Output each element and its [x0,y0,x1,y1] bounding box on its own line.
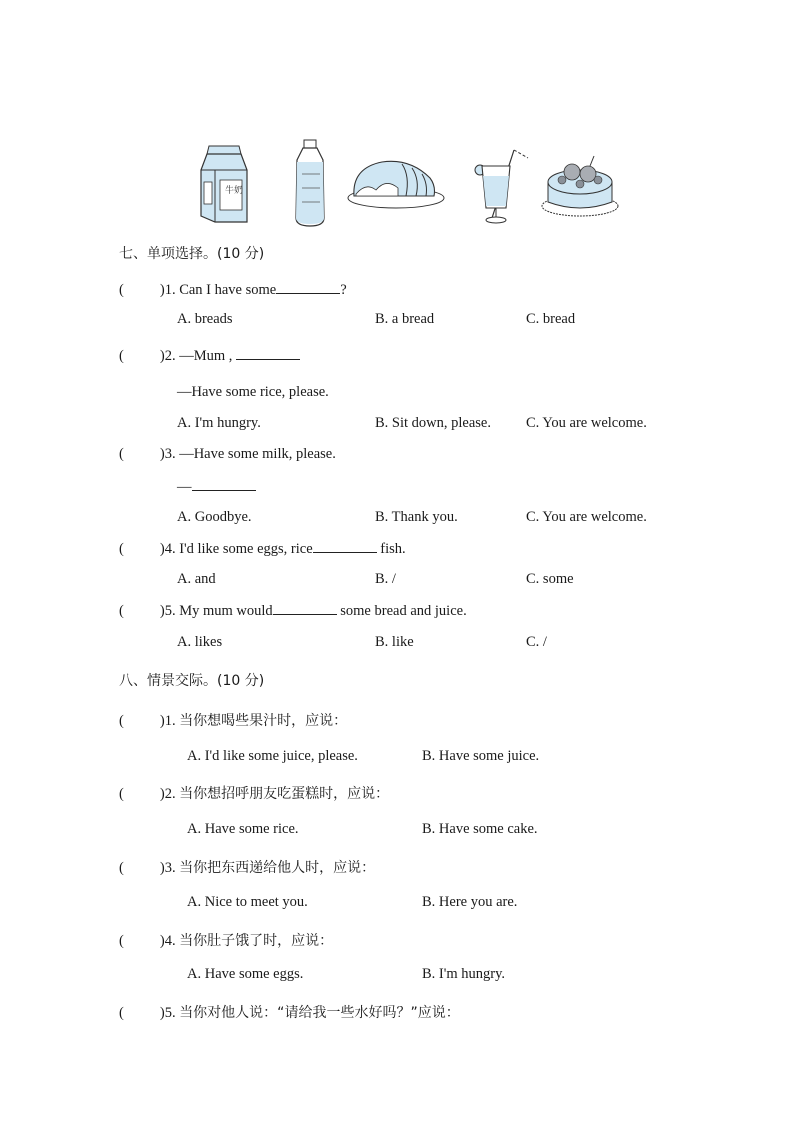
s8-q4-option-a: A. Have some eggs. [187,966,304,982]
svg-text:牛奶: 牛奶 [225,186,244,196]
section8-title: 八、情景交际。(10 分) [119,673,265,689]
s7-q3-option-a: A. Goodbye. [177,509,252,525]
s8-q2: ( )2. 当你想招呼朋友吃蛋糕时，应说： [119,786,390,802]
s7-q3-option-b: B. Thank you. [375,509,458,525]
answer-paren-open: ( [119,282,124,298]
blank-line [313,540,377,553]
s8-q4: ( )4. 当你肚子饿了时，应说： [119,933,334,949]
s7-q2-reply: —Have some rice, please. [177,384,329,400]
s8-q1: ( )1. 当你想喝些果汁时，应说： [119,713,348,729]
s7-q5-option-a: A. likes [177,634,223,650]
s8-q1-option-a: A. I'd like some juice, please. [187,748,358,764]
food-pictures-row [190,138,620,230]
s7-q2-option-a: A. I'm hungry. [177,415,261,431]
s7-q1-option-a: A. breads [177,311,233,327]
s8-q4-option-b: B. I'm hungry. [422,966,506,982]
s7-q3-option-c: C. You are welcome. [526,509,647,525]
s8-q3-option-a: A. Nice to meet you. [187,894,308,910]
s7-q4-option-c: C. some [526,571,574,587]
cake-icon [540,152,620,218]
blank-line [273,602,337,615]
s7-q1-option-b: B. a bread [375,311,435,327]
s7-q1-option-c: C. bread [526,311,576,327]
s8-q3: ( )3. 当你把东西递给他人时，应说： [119,860,376,876]
blank-line [192,478,256,491]
bread-icon [346,156,446,210]
s7-q2: ( )2. —Mum , [119,347,300,365]
s8-q2-option-b: B. Have some cake. [422,821,538,837]
juice-glass-icon [470,148,530,228]
section7-title: 七、单项选择。(10 分) [119,246,265,262]
s8-q5: ( )5. 当你对他人说：“请给我一些水好吗？”应说： [119,1005,460,1021]
s7-q3: ( )3. —Have some milk, please. [119,446,336,462]
s7-q5: ( )5. My mum would some bread and juice. [119,603,467,619]
s7-q5-option-c: C. / [526,634,547,650]
s8-q1-option-b: B. Have some juice. [422,748,540,764]
milk-carton-icon [195,144,253,224]
s7-q3-reply: — [177,478,256,496]
water-bottle-icon [290,138,330,228]
s7-q4-option-a: A. and [177,571,216,587]
s8-q2-option-a: A. Have some rice. [187,821,299,837]
s7-q1: ( )1. Can I have some ? [119,282,347,298]
s7-q2-option-b: B. Sit down, please. [375,415,491,431]
s7-q4-option-b: B. / [375,571,396,587]
s8-q3-option-b: B. Here you are. [422,894,518,910]
s7-q5-option-b: B. like [375,634,414,650]
s7-q4: ( )4. I'd like some eggs, rice fish. [119,541,406,557]
s7-q2-option-c: C. You are welcome. [526,415,647,431]
blank-line [236,347,300,360]
blank-line [276,281,340,294]
